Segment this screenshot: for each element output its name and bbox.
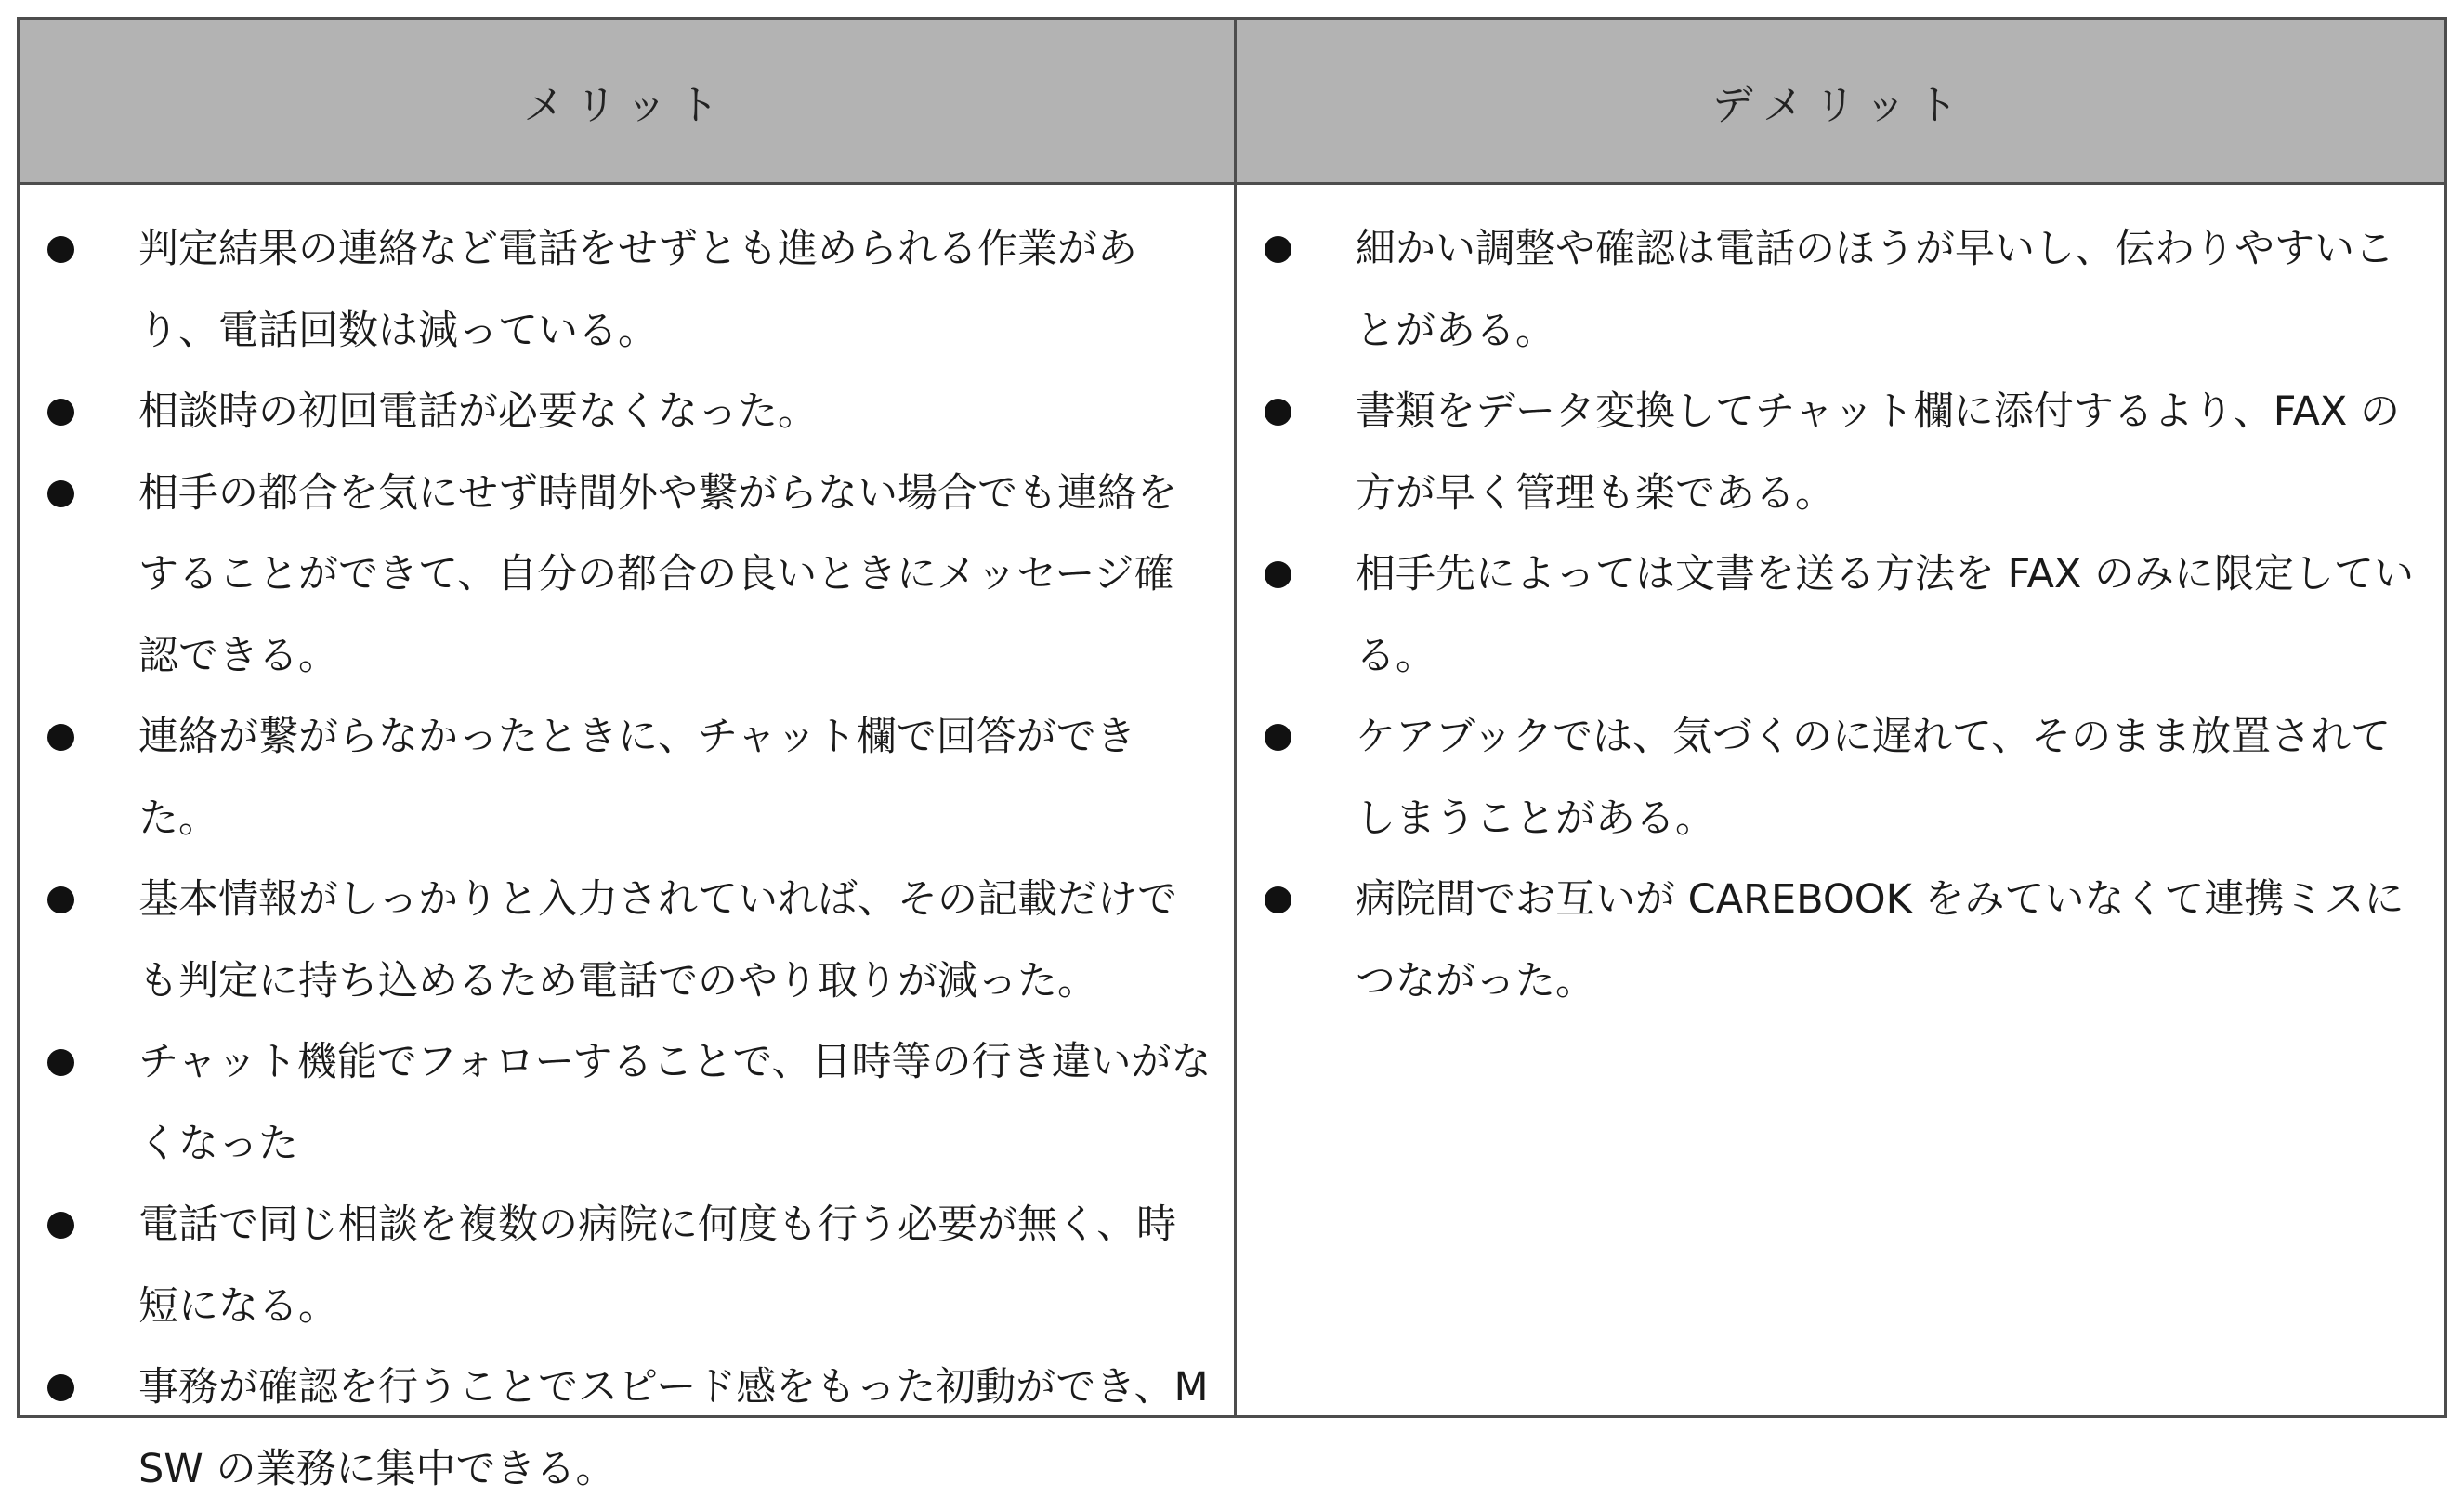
bullet-icon [47,1374,74,1401]
merit-item-text: チャット機能でフォローすることで、日時等の行き違いがなくなった [138,1039,1212,1167]
bullet-icon [47,724,74,751]
merit-item [20,860,1234,1022]
bullet-icon [47,1212,74,1239]
demerit-column [1237,185,2444,1415]
merit-item [20,1347,1234,1510]
merit-item-text: 相手の都合を気にせず時間外や繋がらない場合でも連絡をすることができて、自分の都合の良いときにメッセージ確認できる。 [138,469,1177,679]
demerit-list [1237,209,2444,1022]
bullet-icon [1265,724,1291,751]
bullet-icon [47,886,74,913]
bullet-icon [47,1049,74,1076]
bullet-icon [1265,886,1291,913]
demerit-item [1237,372,2444,534]
demerit-header-label: デメリット [1711,81,1970,129]
bullet-icon [47,236,74,263]
merit-demerit-table [17,17,2447,1492]
merit-item-text: 判定結果の連絡など電話をせずとも進められる作業があり、電話回数は減っている。 [138,226,1137,354]
demerit-item-text: 相手先によっては文書を送る方法を FAX のみに限定している。 [1356,551,2414,679]
demerit-item [1237,860,2444,1022]
demerit-item [1237,209,2444,372]
demerit-item-text: ケアブックでは、気づくのに遅れて、そのまま放置されてしまうことがある。 [1356,714,2392,842]
merit-item-text: 相談時の初回電話が必要なくなった。 [138,388,818,435]
demerit-header [1237,20,2444,185]
merit-item [20,1185,1234,1347]
demerit-item-text: 病院間でお互いが CAREBOOK をみていなくて連携ミスにつながった。 [1356,876,2405,1004]
merit-item-text: 連絡が繋がらなかったときに、チャット欄で回答ができた。 [138,714,1136,842]
merit-item [20,209,1234,372]
merit-item [20,697,1234,860]
merit-item-text: 事務が確認を行うことでスピード感をもった初動ができ、MSW の業務に集中できる。 [138,1364,1209,1492]
merit-column [20,185,1237,1492]
merit-item-text: 電話で同じ相談を複数の病院に何度も行う必要が無く、時短になる。 [138,1201,1177,1330]
merit-header-label: メリット [523,81,730,129]
bullet-icon [1265,236,1291,263]
merit-item [20,1022,1234,1185]
merit-item [20,372,1234,453]
merit-list [20,209,1234,1510]
bullet-icon [47,480,74,507]
bullet-icon [47,399,74,426]
demerit-item-text: 細かい調整や確認は電話のほうが早いし、伝わりやすいことがある。 [1356,226,2394,354]
bullet-icon [1265,399,1291,426]
demerit-item [1237,534,2444,697]
merit-item [20,453,1234,698]
demerit-item [1237,697,2444,860]
merit-item-text: 基本情報がしっかりと入力されていれば、その記載だけでも判定に持ち込めるため電話でのやり取りが減った。 [138,876,1177,1004]
bullet-icon [1265,561,1291,588]
demerit-item-text: 書類をデータ変換してチャット欄に添付するより、FAX の方が早く管理も楽である。 [1356,388,2401,517]
merit-header [20,20,1237,185]
